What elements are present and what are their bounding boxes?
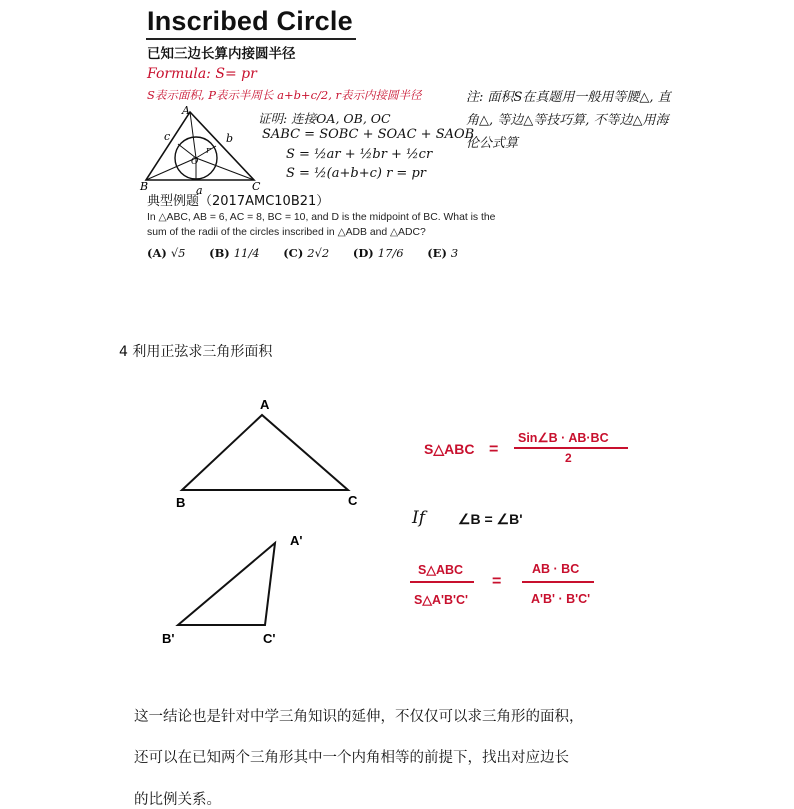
formula1-denominator: 2 [565, 451, 572, 465]
formula-note: Formula: S= pr [147, 66, 257, 82]
vertex-label-b: B [176, 495, 186, 510]
example-heading: 典型例题（2017AMC10B21） [147, 194, 330, 209]
problem-line-2: sum of the radii of the circles inscribed in △ADB and △ADC? [147, 227, 426, 238]
formula2-right-bar [522, 581, 594, 583]
vertex-label-a-prime: A' [290, 533, 303, 548]
vertex-label-c-prime: C' [263, 631, 276, 646]
vertex-label-c: C [348, 493, 358, 508]
incircle-diagram [138, 104, 268, 196]
formula2-right-denominator: A'B' · B'C' [531, 592, 591, 606]
label-radius-r: r [206, 146, 211, 156]
label-a-vertex: A [182, 104, 190, 117]
choice-b: (B) 11/4 [209, 246, 260, 260]
vertex-label-b-prime: B' [162, 631, 175, 646]
section-heading: 4 利用正弦求三角形面积 [119, 344, 273, 360]
segment-oa [190, 112, 196, 158]
formula1-numerator: Sin∠B · AB·BC [518, 431, 609, 445]
if-condition: ∠B = ∠B' [458, 511, 523, 527]
proof-intro: 证明: 连接OA, OB, OC [258, 111, 391, 126]
title-underline [146, 38, 356, 40]
answer-choices [147, 246, 478, 260]
triangle-abc-shape [182, 415, 348, 490]
vertex-label-a: A [260, 397, 270, 412]
paragraph-line-1: 这一结论也是针对中学三角知识的延伸，不仅仅可以求三角形的面积， [134, 709, 584, 725]
page-subtitle: 已知三边长算内接圆半径 [147, 46, 296, 62]
choice-e: (E) 3 [427, 246, 459, 260]
incircle-triangle [146, 112, 254, 180]
side-note: 注: 面积S在真题用一般用等腰△, 直角△, 等边△等技巧算, 不等边△用海伦公式算 [466, 90, 671, 151]
formula2-left-numerator: S△ABC [418, 563, 464, 577]
formula2-left-denominator: S△A'B'C' [414, 593, 468, 607]
formula2-left-bar [410, 581, 474, 583]
page-title: Inscribed Circle [147, 6, 353, 36]
triangle-abc-prime [150, 525, 320, 650]
problem-line-1: In △ABC, AB = 6, AC = 8, BC = 10, and D is the midpoint of BC. What is the [147, 212, 496, 223]
formula1-lhs: S△ABC [424, 441, 475, 457]
problem-text [147, 210, 567, 240]
formula2-right-numerator: AB · BC [532, 562, 580, 576]
triangle-abc [170, 395, 370, 515]
choice-a: (A) √5 [147, 246, 186, 260]
formula-explain-note: S表示面积, P表示半周长 a+b+c/2, r表示内接圆半径 [147, 88, 422, 102]
formula1-fraction-bar [514, 447, 628, 449]
label-center-o: O [191, 157, 199, 167]
area-equation-2: S = ½ar + ½br + ½cr [286, 147, 433, 162]
label-b-vertex: B [140, 180, 149, 193]
choice-c: (C) 2√2 [283, 246, 330, 260]
radius-left [178, 144, 196, 158]
triangle-abc-prime-shape [178, 543, 275, 625]
formula1-equals: = [489, 441, 499, 458]
label-c-vertex: C [252, 180, 261, 193]
formula2-equals: = [492, 573, 502, 590]
choice-d: (D) 17/6 [352, 246, 404, 260]
if-word: If [412, 508, 426, 528]
label-side-b: b [226, 132, 234, 145]
area-equation-1: SABC = SOBC + SOAC + SAOB [262, 127, 475, 142]
area-equation-3: S = ½(a+b+c) r = pr [286, 166, 426, 181]
paragraph-line-2: 还可以在已知两个三角形其中一个内角相等的前提下，找出对应边长 [134, 750, 569, 766]
paragraph-line-3: 的比例关系。 [134, 792, 221, 808]
label-side-c: c [164, 130, 171, 143]
label-side-a: a [196, 184, 203, 196]
